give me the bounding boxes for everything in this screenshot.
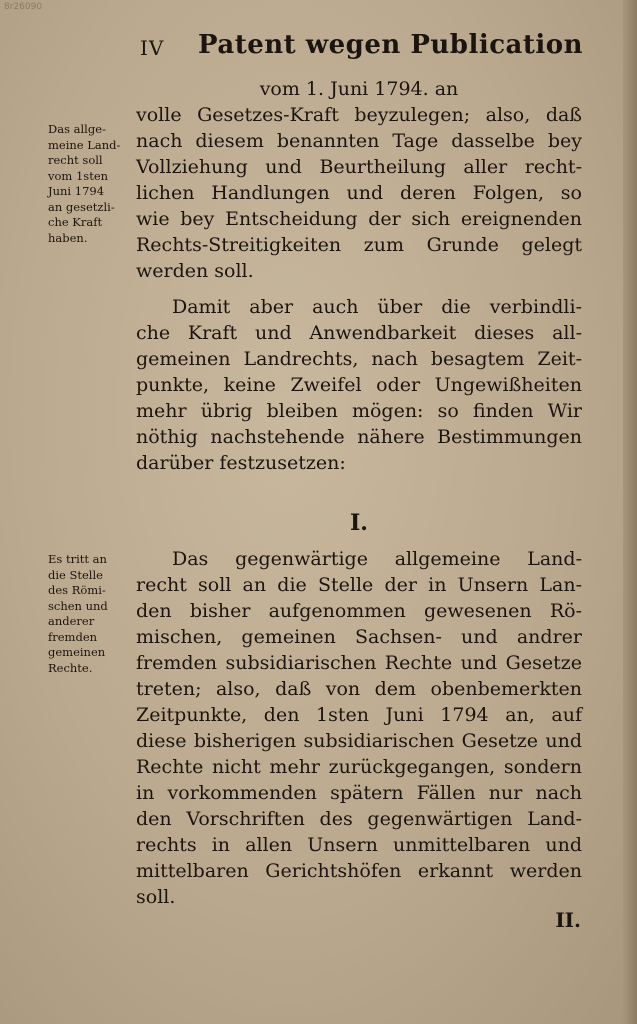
margin-note-line: an gesetzli- xyxy=(48,199,115,214)
text-line: mischen, gemeinen Sachsen- und andrer xyxy=(136,626,582,648)
text-line: Rechte nicht mehr zurückgegangen, sondern xyxy=(136,756,582,778)
margin-note-line: die Stelle xyxy=(48,567,103,582)
text-line: nöthig nachstehende nähere Bestimmungen xyxy=(136,426,582,448)
text-line: che Kraft und Anwendbarkeit dieses all- xyxy=(136,322,582,344)
text-line: Vollziehung und Beurtheilung aller recht- xyxy=(136,156,582,178)
text-line: diese bisherigen subsidiarischen Gesetze und xyxy=(136,730,582,752)
text-line: volle Gesetzes-Kraft beyzulegen; also, daß xyxy=(136,104,582,126)
text-line: Zeitpunkte, den 1sten Juni 1794 an, auf xyxy=(136,704,582,726)
text-line: Das gegenwärtige allgemeine Land- xyxy=(172,548,582,570)
text-line: mittelbaren Gerichtshöfen erkannt werden xyxy=(136,860,582,882)
margin-note-1 xyxy=(48,122,134,246)
text-line: soll. xyxy=(136,886,176,908)
text-line: recht soll an die Stelle der in Unsern Lan- xyxy=(136,574,582,596)
margin-note-line: haben. xyxy=(48,230,88,245)
running-title: Patent wegen Publication xyxy=(198,30,584,60)
main-text-bottom xyxy=(136,546,582,910)
text-line: punkte, keine Zweifel oder Ungewißheiten xyxy=(136,374,582,396)
margin-note-line: schen und xyxy=(48,598,108,613)
margin-note-line: Es tritt an xyxy=(48,552,107,566)
text-line: gemeinen Landrechts, nach besagtem Zeit- xyxy=(136,348,582,370)
margin-note-line: fremden xyxy=(48,629,98,644)
text-line: Rechts-Streitigkeiten zum Grunde gelegt xyxy=(136,234,582,256)
text-line: vom 1. Juni 1794. an xyxy=(259,78,459,100)
inventory-mark: 8r26090 xyxy=(4,2,43,12)
text-line: wie bey Entscheidung der sich ereignenden xyxy=(136,208,582,230)
text-line: fremden subsidiarischen Rechte und Gesetze xyxy=(136,652,582,674)
page-number: IV xyxy=(140,36,165,60)
margin-note-line: gemeinen xyxy=(48,645,106,659)
text-line: den Vorschriften des gegenwärtigen Land- xyxy=(136,808,582,830)
text-line: lichen Handlungen und deren Folgen, so xyxy=(136,182,582,204)
text-line: darüber festzusetzen: xyxy=(136,452,346,474)
section-heading: I. xyxy=(350,510,368,536)
text-line: treten; also, daß von dem obenbemerkten xyxy=(136,678,582,700)
margin-note-line: meine Land- xyxy=(48,137,121,152)
text-line: nach diesem benannten Tage dasselbe bey xyxy=(136,130,582,152)
text-line: mehr übrig bleiben mögen: so finden Wir xyxy=(136,400,582,422)
text-line: den bisher aufgenommen gewesenen Rö- xyxy=(136,600,582,622)
margin-note-line: Rechte. xyxy=(48,660,93,675)
margin-note-line: recht soll xyxy=(48,153,103,167)
catchword: II. xyxy=(555,908,581,932)
text-line: werden soll. xyxy=(136,260,254,282)
margin-note-line: vom 1sten xyxy=(48,168,109,183)
margin-note-line: des Römi- xyxy=(48,583,106,597)
margin-note-line: Juni 1794 xyxy=(48,184,105,198)
main-text-top xyxy=(136,76,582,476)
margin-note-line: anderer xyxy=(48,614,95,628)
margin-note-2 xyxy=(48,552,134,676)
text-line: Damit aber auch über die verbindli- xyxy=(172,296,582,318)
text-line: rechts in allen Unsern unmittelbaren und xyxy=(136,834,582,856)
page-header xyxy=(140,30,584,66)
page-edge-shadow xyxy=(623,0,637,1024)
text-line: in vorkommenden spätern Fällen nur nach xyxy=(136,782,582,804)
margin-note-line: Das allge- xyxy=(48,122,106,136)
margin-note-line: che Kraft xyxy=(48,215,103,229)
